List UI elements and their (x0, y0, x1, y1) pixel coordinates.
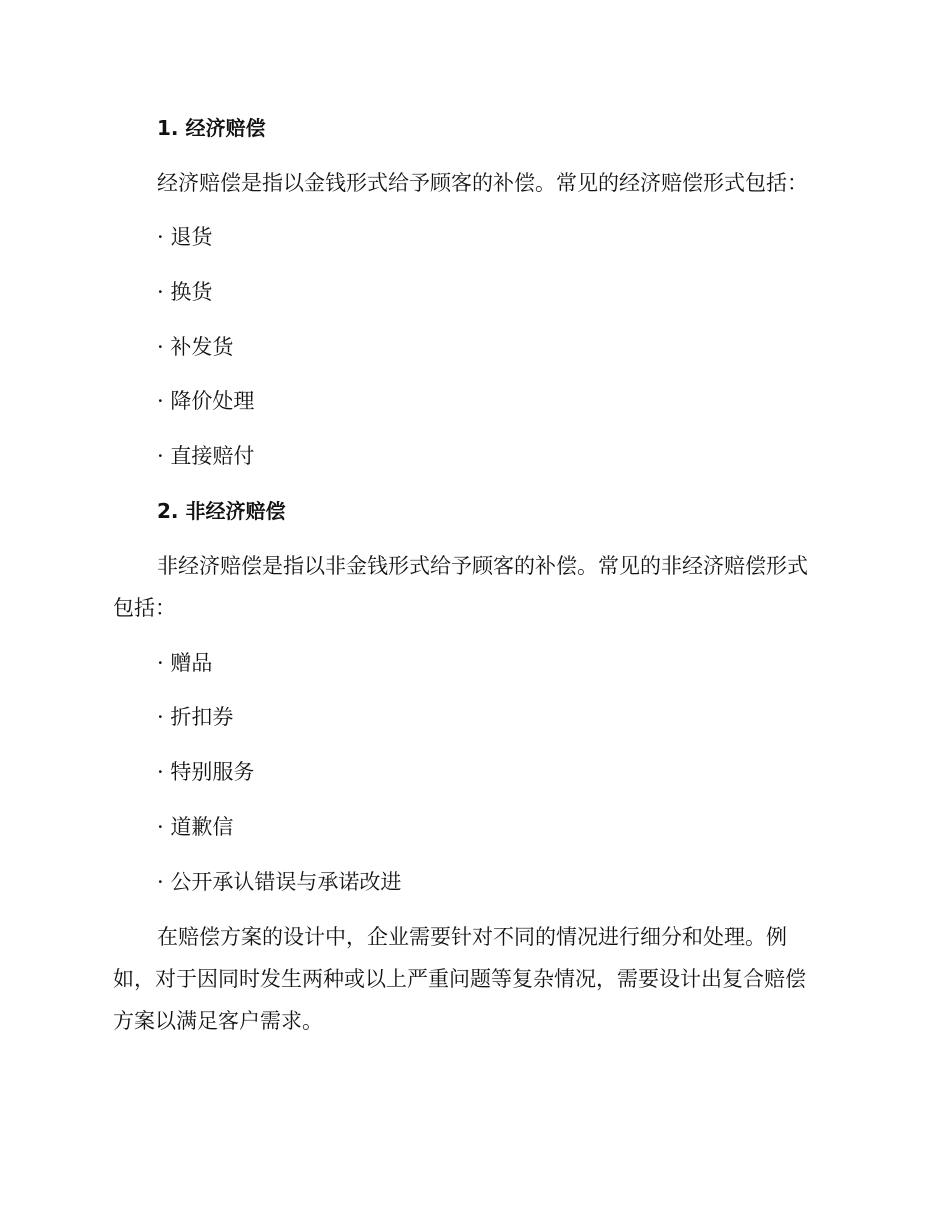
list-item: · 降价处理 (157, 389, 255, 413)
list-item: · 折扣券 (157, 705, 234, 729)
closing-line2: 如，对于因同时发生两种或以上严重问题等复杂情况，需要设计出复合赔偿 (113, 967, 806, 991)
section1-intro: 经济赔偿是指以金钱形式给予顾客的补偿。常见的经济赔偿形式包括： (157, 171, 808, 195)
list-item: · 公开承认错误与承诺改进 (157, 870, 402, 894)
list-item: · 道歉信 (157, 815, 234, 839)
list-item: · 退货 (157, 225, 213, 249)
section2-heading: 2. 非经济赔偿 (157, 499, 286, 523)
list-item: · 补发货 (157, 335, 234, 359)
closing-line3: 方案以满足客户需求。 (113, 1009, 323, 1033)
closing-line1: 在赔偿方案的设计中，企业需要针对不同的情况进行细分和处理。例 (157, 925, 787, 949)
list-item: · 直接赔付 (157, 444, 255, 468)
list-item: · 特别服务 (157, 760, 255, 784)
section2-intro-line2: 包括： (113, 596, 176, 620)
section2-intro-line1: 非经济赔偿是指以非金钱形式给予顾客的补偿。常见的非经济赔偿形式 (157, 554, 808, 578)
list-item: · 换货 (157, 280, 213, 304)
list-item: · 赠品 (157, 651, 213, 675)
section1-heading: 1. 经济赔偿 (157, 116, 266, 140)
